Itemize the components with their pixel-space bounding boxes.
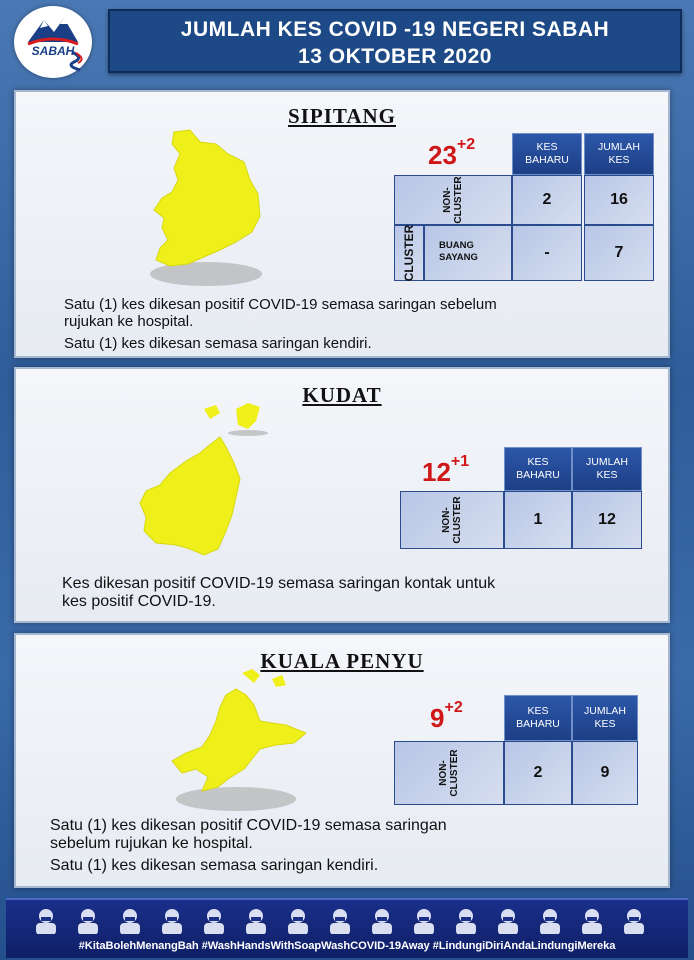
frontliners-illustration bbox=[26, 904, 676, 934]
cluster-label: CLUSTER bbox=[402, 224, 416, 282]
cell-total bbox=[572, 491, 642, 549]
desc-line: Satu (1) kes dikesan semasa saringan kendiri. bbox=[64, 335, 372, 352]
cell-new bbox=[512, 225, 582, 281]
title-line-2: 13 OKTOBER 2020 bbox=[298, 45, 492, 68]
cell-total bbox=[572, 741, 638, 805]
panel-kudat bbox=[14, 367, 670, 623]
desc-line: sebelum rujukan ke hospital. bbox=[50, 835, 253, 852]
non-cluster-label: NON- CLUSTER bbox=[442, 176, 464, 224]
desc-line: rujukan ke hospital. bbox=[64, 313, 194, 330]
row-non-cluster-label bbox=[394, 741, 504, 805]
total-count: 12 bbox=[422, 457, 451, 487]
new-count: +2 bbox=[444, 699, 463, 716]
cluster-group-cell bbox=[394, 225, 424, 281]
cell-total bbox=[584, 175, 654, 225]
value-total: 9 bbox=[600, 764, 610, 781]
cell-new bbox=[504, 741, 572, 805]
row-non-cluster-label bbox=[400, 491, 504, 549]
case-count bbox=[422, 453, 470, 488]
non-cluster-label: NON- CLUSTER bbox=[438, 749, 460, 797]
district-title: SIPITANG bbox=[288, 104, 396, 128]
desc-line: Satu (1) kes dikesan semasa saringan kendiri. bbox=[50, 857, 379, 874]
non-cluster-label: NON- CLUSTER bbox=[441, 496, 463, 544]
case-count bbox=[428, 136, 476, 171]
header-kes-baharu: KES BAHARU bbox=[504, 447, 572, 491]
description bbox=[50, 817, 447, 875]
cell-new bbox=[512, 175, 582, 225]
value-new: 1 bbox=[533, 511, 543, 528]
header-kes-baharu: KES BAHARU bbox=[512, 133, 582, 175]
kudat-map bbox=[116, 399, 286, 569]
panel-sipitang bbox=[14, 90, 670, 358]
case-count bbox=[430, 699, 463, 734]
value-total: 16 bbox=[610, 191, 628, 208]
description bbox=[62, 575, 495, 611]
title-line-1: JUMLAH KES COVID -19 NEGERI SABAH bbox=[180, 18, 610, 41]
desc-line: Satu (1) kes dikesan positif COVID-19 semasa saringan bbox=[50, 817, 447, 834]
value-new: 2 bbox=[533, 764, 543, 781]
desc-line: Kes dikesan positif COVID-19 semasa saringan kontak untuk bbox=[62, 575, 496, 592]
sipitang-map bbox=[126, 124, 306, 304]
description bbox=[64, 296, 497, 352]
header-jumlah-kes: JUMLAH KES bbox=[572, 695, 638, 741]
kuala-penyu-map bbox=[156, 665, 336, 825]
district-title: KUDAT bbox=[302, 383, 382, 407]
header-kes-baharu: KES BAHARU bbox=[504, 695, 572, 741]
swoosh-icon bbox=[68, 50, 88, 72]
total-count: 23 bbox=[428, 140, 457, 170]
page-title bbox=[108, 9, 682, 73]
new-count: +1 bbox=[450, 453, 470, 470]
total-count: 9 bbox=[430, 703, 445, 733]
value-new: - bbox=[544, 244, 550, 261]
cell-total bbox=[584, 225, 654, 281]
panel-kuala-penyu bbox=[14, 633, 670, 888]
desc-line: kes positif COVID-19. bbox=[62, 593, 216, 610]
district-title: KUALA PENYU bbox=[260, 649, 424, 673]
header-jumlah-kes: JUMLAH KES bbox=[572, 447, 642, 491]
cluster-name: BUANG SAYANG bbox=[439, 240, 478, 263]
row-non-cluster-label bbox=[394, 175, 512, 225]
logo bbox=[14, 6, 92, 78]
logo-text: SABAH bbox=[31, 44, 75, 58]
value-total: 7 bbox=[614, 244, 624, 261]
desc-line: Satu (1) kes dikesan positif COVID-19 semasa saringan sebelum bbox=[64, 296, 497, 313]
value-new: 2 bbox=[542, 191, 552, 208]
cell-new bbox=[504, 491, 572, 549]
hashtags: #KitaBolehMenangBah #WashHandsWithSoapWashCOVID-19Away #LindungiDiriAndaLindungiMereka bbox=[78, 940, 616, 952]
value-total: 12 bbox=[598, 511, 616, 528]
header-jumlah-kes: JUMLAH KES bbox=[584, 133, 654, 175]
cluster-name-cell bbox=[424, 225, 512, 281]
new-count: +2 bbox=[456, 136, 476, 153]
